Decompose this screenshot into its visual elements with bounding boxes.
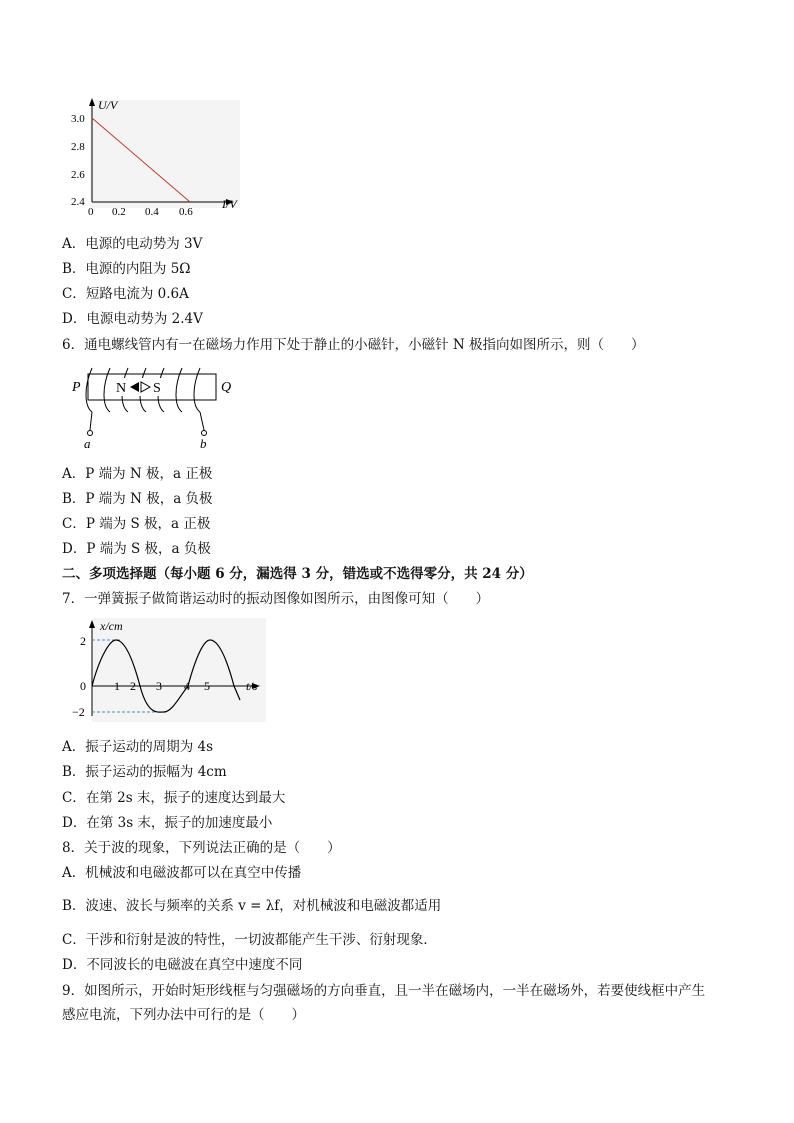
y-tick: 2.4 bbox=[71, 196, 85, 208]
x-tick: 2 bbox=[130, 679, 136, 693]
x-tick: 0.4 bbox=[145, 206, 159, 218]
q6-option-b: B．P 端为 N 极，a 负极 bbox=[62, 491, 213, 507]
solenoid-figure bbox=[70, 364, 240, 452]
q5-option-a: A．电源的电动势为 3V bbox=[62, 236, 203, 252]
y-tick: 3.0 bbox=[71, 113, 85, 125]
y-axis-label: U/V bbox=[98, 98, 118, 112]
q7-stem: 7．一弹簧振子做简谐运动时的振动图像如图所示，由图像可知（ ） bbox=[62, 591, 490, 607]
section-heading: 二、多项选择题（每小题 6 分，漏选得 3 分，错选或不选得零分，共 24 分） bbox=[62, 566, 533, 582]
q6-stem: 6．通电螺线管内有一在磁场力作用下处于静止的小磁针，小磁针 N 极指向如图所示，则（ ） bbox=[62, 337, 645, 353]
q6-option-c: C．P 端为 S 极，a 正极 bbox=[62, 516, 211, 532]
q9-stem-line-1: 9．如图所示，开始时矩形线框与匀强磁场的方向垂直，且一半在磁场内，一半在磁场外，若要使线框中产生 bbox=[62, 983, 706, 999]
q8-option-b: B．波速、波长与频率的关系 v = λf，对机械波和电磁波都适用 bbox=[62, 898, 442, 914]
q8-stem: 8．关于波的现象，下列说法正确的是（ ） bbox=[62, 840, 341, 856]
q8-option-d: D．不同波长的电磁波在真空中速度不同 bbox=[62, 957, 303, 973]
solenoid-label-q: Q bbox=[221, 380, 232, 395]
x-tick: 5 bbox=[204, 679, 210, 693]
vibration-graph-figure bbox=[70, 616, 270, 724]
solenoid-label-p: P bbox=[72, 380, 81, 395]
x-axis-label: t/s bbox=[246, 679, 258, 693]
y-tick: 2.6 bbox=[71, 169, 85, 181]
q5-option-b: B．电源的内阻为 5Ω bbox=[62, 261, 191, 277]
y-axis-label: x/cm bbox=[100, 619, 123, 633]
terminal-label-a: a bbox=[84, 436, 91, 451]
x-tick: 3 bbox=[156, 679, 162, 693]
q6-option-a: A．P 端为 N 极，a 正极 bbox=[62, 466, 213, 482]
q7-option-d: D．在第 3s 末，振子的加速度最小 bbox=[62, 815, 273, 831]
q7-option-b: B．振子运动的振幅为 4cm bbox=[62, 764, 227, 780]
solenoid-label-s: S bbox=[153, 381, 161, 396]
terminal-label-b: b bbox=[200, 436, 207, 451]
q9-stem-line-2: 感应电流，下列办法中可行的是（ ） bbox=[62, 1007, 305, 1023]
x-axis-label: I/V bbox=[222, 197, 237, 211]
x-tick: 0 bbox=[88, 206, 94, 218]
x-tick: 0.6 bbox=[179, 206, 193, 218]
q6-option-d: D．P 端为 S 极，a 负极 bbox=[62, 541, 211, 557]
ui-graph-figure bbox=[62, 96, 252, 218]
q8-option-c: C．干涉和衍射是波的特性，一切波都能产生干涉、衍射现象． bbox=[62, 932, 437, 948]
x-tick: 4 bbox=[184, 679, 190, 693]
q5-option-d: D．电源电动势为 2.4V bbox=[62, 311, 203, 327]
y-tick: 0 bbox=[80, 679, 86, 693]
y-tick: 2.8 bbox=[71, 141, 85, 153]
q8-option-a: A．机械波和电磁波都可以在真空中传播 bbox=[62, 865, 302, 881]
q7-option-c: C．在第 2s 末，振子的速度达到最大 bbox=[62, 790, 286, 806]
q7-option-a: A．振子运动的周期为 4s bbox=[62, 739, 214, 755]
y-tick: −2 bbox=[72, 705, 85, 719]
solenoid-label-n: N bbox=[116, 381, 127, 396]
q5-option-c: C．短路电流为 0.6A bbox=[62, 286, 189, 302]
y-tick: 2 bbox=[80, 634, 86, 648]
x-tick: 1 bbox=[114, 679, 120, 693]
x-tick: 0.2 bbox=[112, 206, 126, 218]
